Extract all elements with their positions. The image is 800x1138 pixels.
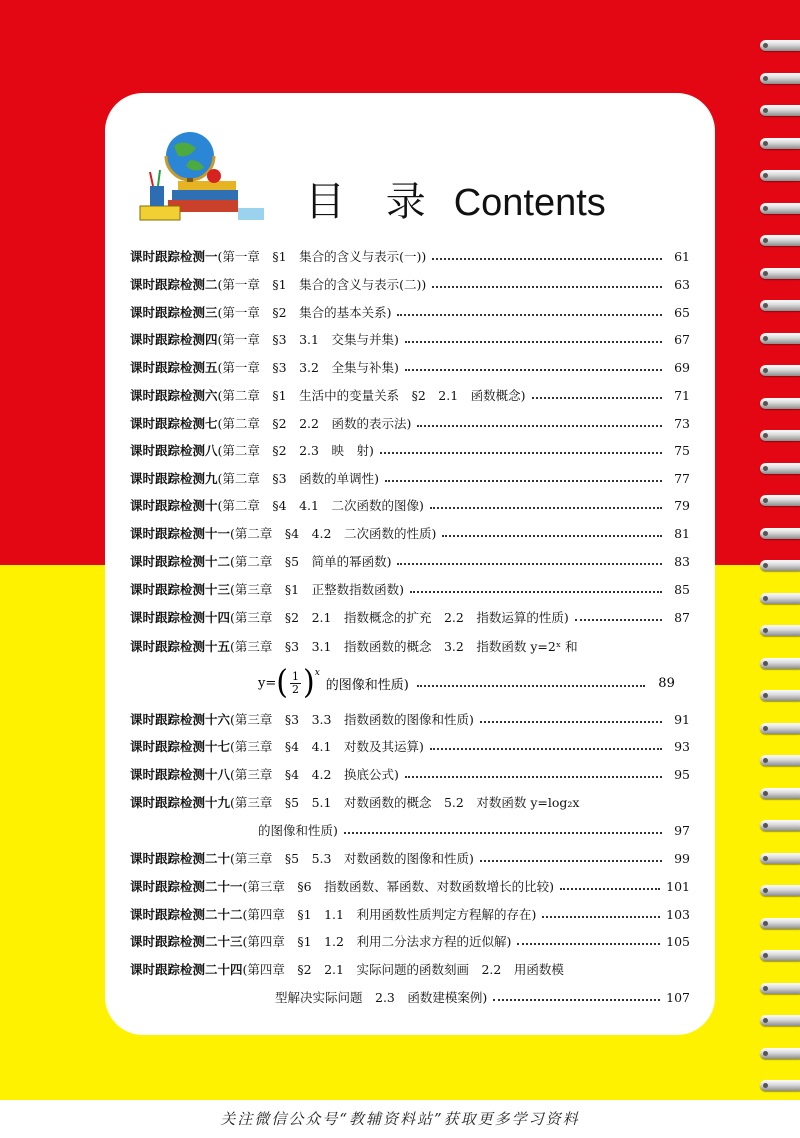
leader-dots: [532, 396, 662, 399]
exponent: x: [314, 668, 320, 678]
entry-page: 89: [658, 675, 675, 691]
toc-entry[interactable]: [130, 791, 690, 813]
entry-label: 课时跟踪检测十五: [130, 639, 231, 654]
leader-dots: [480, 720, 662, 723]
entry-page: 85: [674, 581, 690, 597]
entry-text: (第三章 §4 4.1 对数及其运算): [230, 739, 424, 754]
leader-dots: [432, 257, 662, 260]
leader-dots: [575, 618, 662, 621]
entry-label: 课时跟踪检测三: [130, 305, 218, 320]
entry-text: (第二章 §3 函数的单调性): [217, 471, 379, 486]
leader-dots: [405, 340, 662, 343]
entry-page: 97: [674, 822, 690, 838]
entry-page: 77: [674, 470, 690, 486]
entry-page: 105: [666, 933, 690, 949]
entry-text: (第三章 §5 5.1 对数函数的概念 5.2 对数函数 y=log₂x: [230, 795, 580, 810]
entry-page: 95: [674, 766, 690, 782]
title-english: Contents: [453, 182, 606, 224]
entry-page: 61: [674, 248, 690, 264]
entry-text: (第二章 §2 2.3 映 射): [217, 443, 374, 458]
toc-entry[interactable]: [130, 328, 690, 350]
entry-page: 79: [674, 497, 690, 513]
toc-entry[interactable]: [130, 903, 690, 925]
leader-dots: [430, 747, 662, 750]
toc-entry[interactable]: [130, 578, 690, 600]
entry-page: 101: [666, 878, 690, 894]
toc-entry[interactable]: [130, 301, 690, 323]
left-paren: (: [276, 663, 288, 702]
entry-page: 91: [674, 711, 690, 727]
toc-entry[interactable]: [130, 412, 690, 434]
formula-prefix: y=: [258, 675, 277, 691]
entry-text: (第四章 §2 2.1 实际问题的函数刻画 2.2 用函数模: [242, 962, 564, 977]
toc-entry[interactable]: [130, 356, 690, 378]
leader-dots: [517, 942, 660, 945]
entry-text: (第三章 §5 5.3 对数函数的图像和性质): [230, 851, 474, 866]
entry-label: 课时跟踪检测十: [130, 498, 218, 513]
entry-label: 课时跟踪检测二十二: [130, 907, 243, 922]
toc-entry[interactable]: [130, 245, 690, 267]
leader-dots: [560, 887, 660, 890]
entry-label: 课时跟踪检测八: [130, 443, 218, 458]
toc-entry[interactable]: [130, 273, 690, 295]
entry-text: (第三章 §2 2.1 指数概念的扩充 2.2 指数运算的性质): [230, 610, 569, 625]
leader-dots: [442, 534, 662, 537]
entry-text: (第一章 §1 集合的含义与表示(二)): [217, 277, 427, 292]
entry-text: (第一章 §2 集合的基本关系): [217, 305, 392, 320]
entry-text: (第三章 §1 正整数指数函数): [230, 582, 404, 597]
entry-label: 课时跟踪检测十七: [130, 739, 231, 754]
leader-dots: [417, 684, 645, 687]
entry-label: 课时跟踪检测七: [130, 416, 218, 431]
entry-text: (第二章 §2 2.2 函数的表示法): [217, 416, 412, 431]
leader-dots: [405, 368, 662, 371]
fraction-numerator: 1: [291, 669, 299, 683]
entry-page: 67: [674, 331, 690, 347]
leader-dots: [417, 424, 662, 427]
leader-dots: [380, 451, 662, 454]
entry-page: 63: [674, 276, 690, 292]
entry-label: 课时跟踪检测二十四: [130, 962, 243, 977]
leader-dots: [385, 479, 662, 482]
entry-label: 课时跟踪检测十三: [130, 582, 231, 597]
leader-dots: [410, 590, 662, 593]
entry-page: 71: [674, 387, 690, 403]
leader-dots: [493, 998, 660, 1001]
entry-page: 69: [674, 359, 690, 375]
entry-text: (第一章 §3 3.2 全集与补集): [217, 360, 399, 375]
leader-dots: [430, 506, 662, 509]
entry-label: 课时跟踪检测五: [130, 360, 218, 375]
entry-text: (第二章 §4 4.2 二次函数的性质): [230, 526, 437, 541]
toc-entry[interactable]: [130, 384, 690, 406]
entry-text: (第四章 §1 1.1 利用函数性质判定方程解的存在): [242, 907, 537, 922]
entry-page: 87: [674, 609, 690, 625]
toc-entry[interactable]: [130, 439, 690, 461]
entry-label: 课时跟踪检测二十: [130, 851, 231, 866]
entry-text: (第三章 §3 3.1 指数函数的概念 3.2 指数函数 y=2ˣ 和: [230, 639, 578, 654]
fraction-denominator: 2: [291, 682, 299, 696]
toc-entry[interactable]: [130, 708, 690, 730]
entry-label: 课时跟踪检测二十一: [130, 879, 243, 894]
leader-dots: [405, 775, 662, 778]
leader-dots: [432, 285, 662, 288]
entry-text: 的图像和性质): [325, 677, 409, 693]
entry-page: 99: [674, 850, 690, 866]
entry-page: 81: [674, 525, 690, 541]
entry-label: 课时跟踪检测十八: [130, 767, 231, 782]
entry-label: 课时跟踪检测四: [130, 332, 218, 347]
footer-watermark: 关注微信公众号“教辅资料站”获取更多学习资料: [220, 1110, 580, 1128]
entry-text: (第三章 §4 4.2 换底公式): [230, 767, 399, 782]
toc-entry[interactable]: [130, 763, 690, 785]
fraction: [290, 671, 301, 696]
entry-label: 课时跟踪检测二十三: [130, 934, 243, 949]
leader-dots: [542, 915, 660, 918]
entry-page: 75: [674, 442, 690, 458]
toc-entry-continuation[interactable]: [258, 664, 675, 702]
entry-page: 83: [674, 553, 690, 569]
toc-entry[interactable]: [130, 735, 690, 757]
entry-text: 的图像和性质): [258, 823, 338, 838]
entry-text: (第二章 §4 4.1 二次函数的图像): [217, 498, 424, 513]
entry-label: 课时跟踪检测九: [130, 471, 218, 486]
toc-entry[interactable]: [130, 930, 690, 952]
entry-text: (第三章 §3 3.3 指数函数的图像和性质): [230, 712, 474, 727]
entry-text: (第一章 §3 3.1 交集与并集): [217, 332, 399, 347]
toc-entry[interactable]: [130, 550, 690, 572]
toc-entry[interactable]: [130, 847, 690, 869]
leader-dots: [397, 313, 662, 316]
leader-dots: [344, 831, 662, 834]
leader-dots: [397, 562, 662, 565]
entry-text: (第四章 §1 1.2 利用二分法求方程的近似解): [242, 934, 512, 949]
entry-label: 课时跟踪检测十二: [130, 554, 231, 569]
title-chinese: 目 录: [305, 179, 440, 225]
entry-page: 93: [674, 738, 690, 754]
toc-entry[interactable]: [130, 958, 690, 980]
entry-label: 课时跟踪检测二: [130, 277, 218, 292]
entry-label: 课时跟踪检测十六: [130, 712, 231, 727]
entry-label: 课时跟踪检测十九: [130, 795, 231, 810]
entry-text: (第二章 §1 生活中的变量关系 §2 2.1 函数概念): [217, 388, 526, 403]
entry-label: 课时跟踪检测十四: [130, 610, 231, 625]
right-paren: ): [302, 663, 315, 702]
entry-text: (第三章 §6 指数函数、幂函数、对数函数增长的比较): [242, 879, 554, 894]
toc-entry[interactable]: [130, 467, 690, 489]
toc-entry[interactable]: [130, 522, 690, 544]
entry-page: 65: [674, 304, 690, 320]
toc-entry[interactable]: [130, 635, 690, 657]
entry-label: 课时跟踪检测十一: [130, 526, 231, 541]
toc-entry[interactable]: [130, 494, 690, 516]
entry-page: 73: [674, 415, 690, 431]
leader-dots: [480, 859, 662, 862]
entry-text: (第二章 §5 简单的幂函数): [230, 554, 392, 569]
toc-entry[interactable]: [130, 606, 690, 628]
entry-text: 型解决实际问题 2.3 函数建模案例): [275, 990, 488, 1005]
entry-text: (第一章 §1 集合的含义与表示(一)): [217, 249, 427, 264]
entry-page: 103: [666, 906, 690, 922]
entry-label: 课时跟踪检测一: [130, 249, 218, 264]
toc-entry[interactable]: [130, 875, 690, 897]
toc-entry-continuation[interactable]: [275, 986, 690, 1008]
entry-label: 课时跟踪检测六: [130, 388, 218, 403]
entry-page: 107: [666, 989, 690, 1005]
toc-entry-continuation[interactable]: [258, 819, 690, 841]
